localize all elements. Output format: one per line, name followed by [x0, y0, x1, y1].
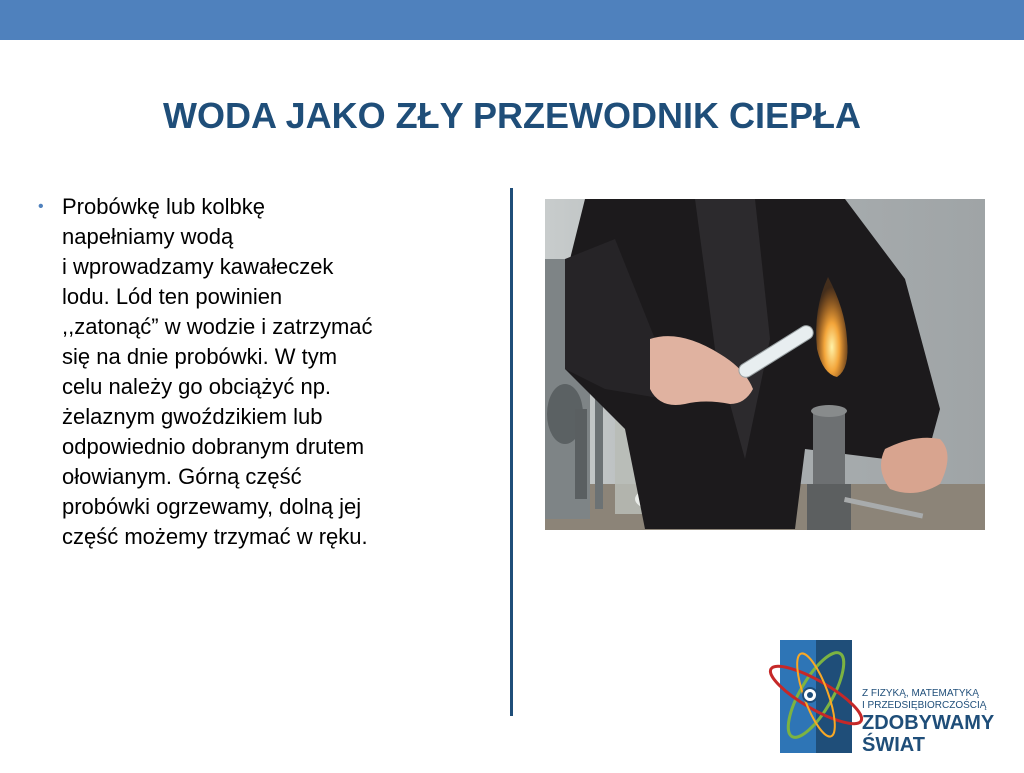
bullet-marker: •: [38, 198, 44, 215]
top-accent-bar: [0, 0, 1024, 40]
logo-tagline-line1: Z FIZYKĄ, MATEMATYKĄ: [862, 688, 979, 699]
bullet-line: probówki ogrzewamy, dolną jej: [62, 494, 362, 519]
bullet-line: celu należy go obciążyć np.: [62, 374, 332, 399]
logo-wordmark-line1: ZDOBYWAMY: [862, 712, 995, 734]
logo-wordmark-line2: ŚWIAT: [862, 734, 925, 756]
bullet-line: żelaznym gwoździkiem lub: [62, 404, 323, 429]
bullet-line: napełniamy wodą: [62, 224, 234, 249]
bullet-line: ,,zatonąć” w wodzie i zatrzymać: [62, 314, 373, 339]
bullet-line: ołowianym. Górną część: [62, 464, 302, 489]
bullet-paragraph: [62, 192, 470, 552]
experiment-photo: [545, 199, 985, 530]
bullet-line: i wprowadzamy kawałeczek: [62, 254, 334, 279]
vertical-divider: [510, 188, 513, 716]
experiment-photo-illustration: [545, 199, 985, 530]
slide-title: WODA JAKO ZŁY PRZEWODNIK CIEPŁA: [162, 95, 861, 136]
bullet-line: część możemy trzymać w ręku.: [62, 524, 368, 549]
logo-tagline: [862, 688, 986, 712]
bullet-line: Probówkę lub kolbkę: [62, 194, 266, 219]
bullet-text-block: [38, 192, 470, 552]
bullet-line: się na dnie probówki. W tym: [62, 344, 338, 369]
bullet-line: lodu. Lód ten powinien: [62, 284, 283, 309]
bullet-line: odpowiednio dobranym drutem: [62, 434, 365, 459]
logo-tagline-line2: I PRZEDSIĘBIORCZOŚCIĄ: [862, 700, 987, 711]
logo-wordmark: [862, 712, 994, 756]
